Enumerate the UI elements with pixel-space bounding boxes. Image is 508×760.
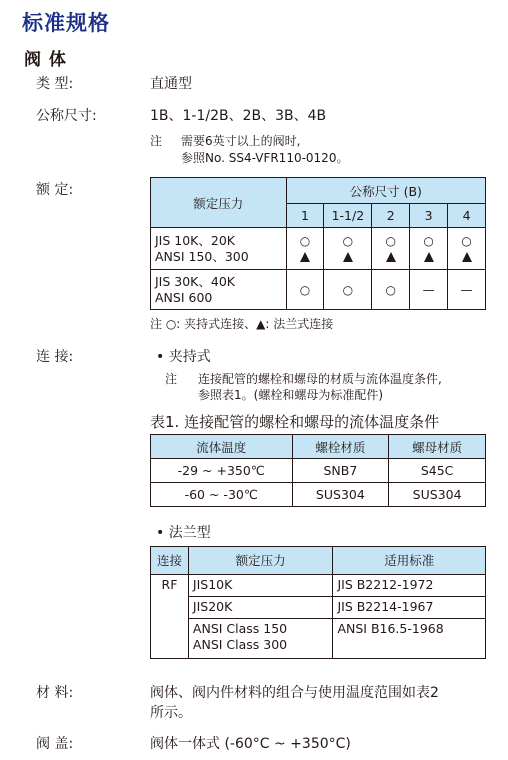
rating-cell	[448, 228, 486, 270]
flange-triangle-icon	[343, 252, 353, 262]
size-note-mark: 注	[150, 134, 163, 148]
wafer-note-line1: 连接配管的螺栓和螺母的材质与流体温度条件,	[198, 372, 442, 386]
nut-cell: SUS304	[389, 483, 486, 507]
material-value-line1: 阀体、阀内件材料的组合与使用温度范围如表2	[150, 685, 439, 701]
material-value-line2: 所示。	[150, 705, 192, 721]
rating-cell: ○	[324, 270, 372, 310]
section-heading: 阀 体	[24, 50, 67, 70]
rating-cell	[372, 228, 410, 270]
pressure-cell	[188, 619, 333, 659]
rating-note: 注 ○: 夹持式连接、▲: 法兰式连接	[150, 317, 334, 331]
bolt-cell: SNB7	[292, 459, 389, 483]
pressure-line: ANSI 600	[155, 289, 213, 305]
wafer-mark: ○	[461, 233, 472, 248]
type-label: 类 型:	[36, 76, 74, 92]
size-col-3: 3	[410, 204, 448, 228]
rating-header-pressure: 额定压力	[151, 178, 287, 228]
wafer-mark: ○	[423, 233, 434, 248]
standard-cell: ANSI B16.5-1968	[333, 619, 486, 659]
flange-table	[150, 546, 486, 659]
size-col-1-1-2: 1-1/2	[324, 204, 372, 228]
standard-cell: JIS B2214-1967	[333, 597, 486, 619]
flange-triangle-icon	[462, 252, 472, 262]
temp-cell: -60 ~ -30℃	[151, 483, 293, 507]
type-value: 直通型	[150, 76, 192, 92]
flange-triangle-icon	[300, 252, 310, 262]
nut-header: 螺母材质	[389, 435, 486, 459]
size-col-1: 1	[286, 204, 324, 228]
rating-row-pressure	[151, 270, 287, 310]
rating-cell	[410, 228, 448, 270]
pressure-cell: JIS10K	[188, 575, 333, 597]
standard-cell: JIS B2212-1972	[333, 575, 486, 597]
rating-cell: ○	[286, 270, 324, 310]
wafer-title: • 夹持式	[156, 349, 211, 365]
flange-triangle-icon	[386, 252, 396, 262]
rating-cell: —	[410, 270, 448, 310]
wafer-mark: ○	[385, 233, 396, 248]
size-value: 1B、1-1/2B、2B、3B、4B	[150, 108, 327, 124]
size-label: 公称尺寸:	[36, 108, 97, 124]
bonnet-value: 阀体一体式 (-60°C ~ +350°C)	[150, 736, 351, 752]
material-label: 材 料:	[36, 685, 74, 701]
conn-cell: RF	[151, 575, 189, 659]
temp-cell: -29 ~ +350℃	[151, 459, 293, 483]
rating-table	[150, 177, 486, 310]
bonnet-label: 阀 盖:	[36, 736, 74, 752]
temp-header: 流体温度	[151, 435, 293, 459]
flange-triangle-icon	[424, 252, 434, 262]
size-note-line2: 参照No. SS4-VFR110-0120。	[181, 151, 349, 165]
rating-label: 额 定:	[36, 182, 74, 198]
pressure-line: ANSI Class 300	[192, 637, 288, 652]
rating-cell: —	[448, 270, 486, 310]
bolt-cell: SUS304	[292, 483, 389, 507]
standard-header: 适用标准	[333, 547, 486, 575]
bolt-header: 螺栓材质	[292, 435, 389, 459]
size-col-4: 4	[448, 204, 486, 228]
wafer-mark: ○	[299, 233, 311, 248]
rating-header-size: 公称尺寸 (B)	[286, 178, 485, 204]
pressure-line: JIS 30K、40K	[155, 273, 235, 289]
rating-cell: ○	[372, 270, 410, 310]
wafer-mark: ○	[342, 233, 354, 248]
conn-header: 连接	[151, 547, 189, 575]
pressure-line: ANSI 150、300	[155, 248, 249, 264]
size-note-line1: 需要6英寸以上的阀时,	[181, 134, 301, 148]
pressure-line: JIS 10K、20K	[155, 232, 235, 248]
size-col-2: 2	[372, 204, 410, 228]
pressure-cell: JIS20K	[188, 597, 333, 619]
nut-cell: S45C	[389, 459, 486, 483]
rating-cell	[324, 228, 372, 270]
connection-label: 连 接:	[36, 349, 74, 365]
table1-title: 表1. 连接配管的螺栓和螺母的流体温度条件	[150, 413, 440, 431]
pressure-line: ANSI Class 150	[192, 621, 288, 636]
wafer-note-line2: 参照表1。(螺栓和螺母为标准配件)	[198, 388, 383, 402]
page-title: 标准规格	[22, 11, 110, 35]
temperature-table	[150, 434, 486, 507]
flange-title: • 法兰型	[156, 525, 211, 541]
pressure-header: 额定压力	[188, 547, 333, 575]
wafer-note-mark: 注	[165, 372, 178, 386]
rating-cell	[286, 228, 324, 270]
rating-row-pressure	[151, 228, 287, 270]
